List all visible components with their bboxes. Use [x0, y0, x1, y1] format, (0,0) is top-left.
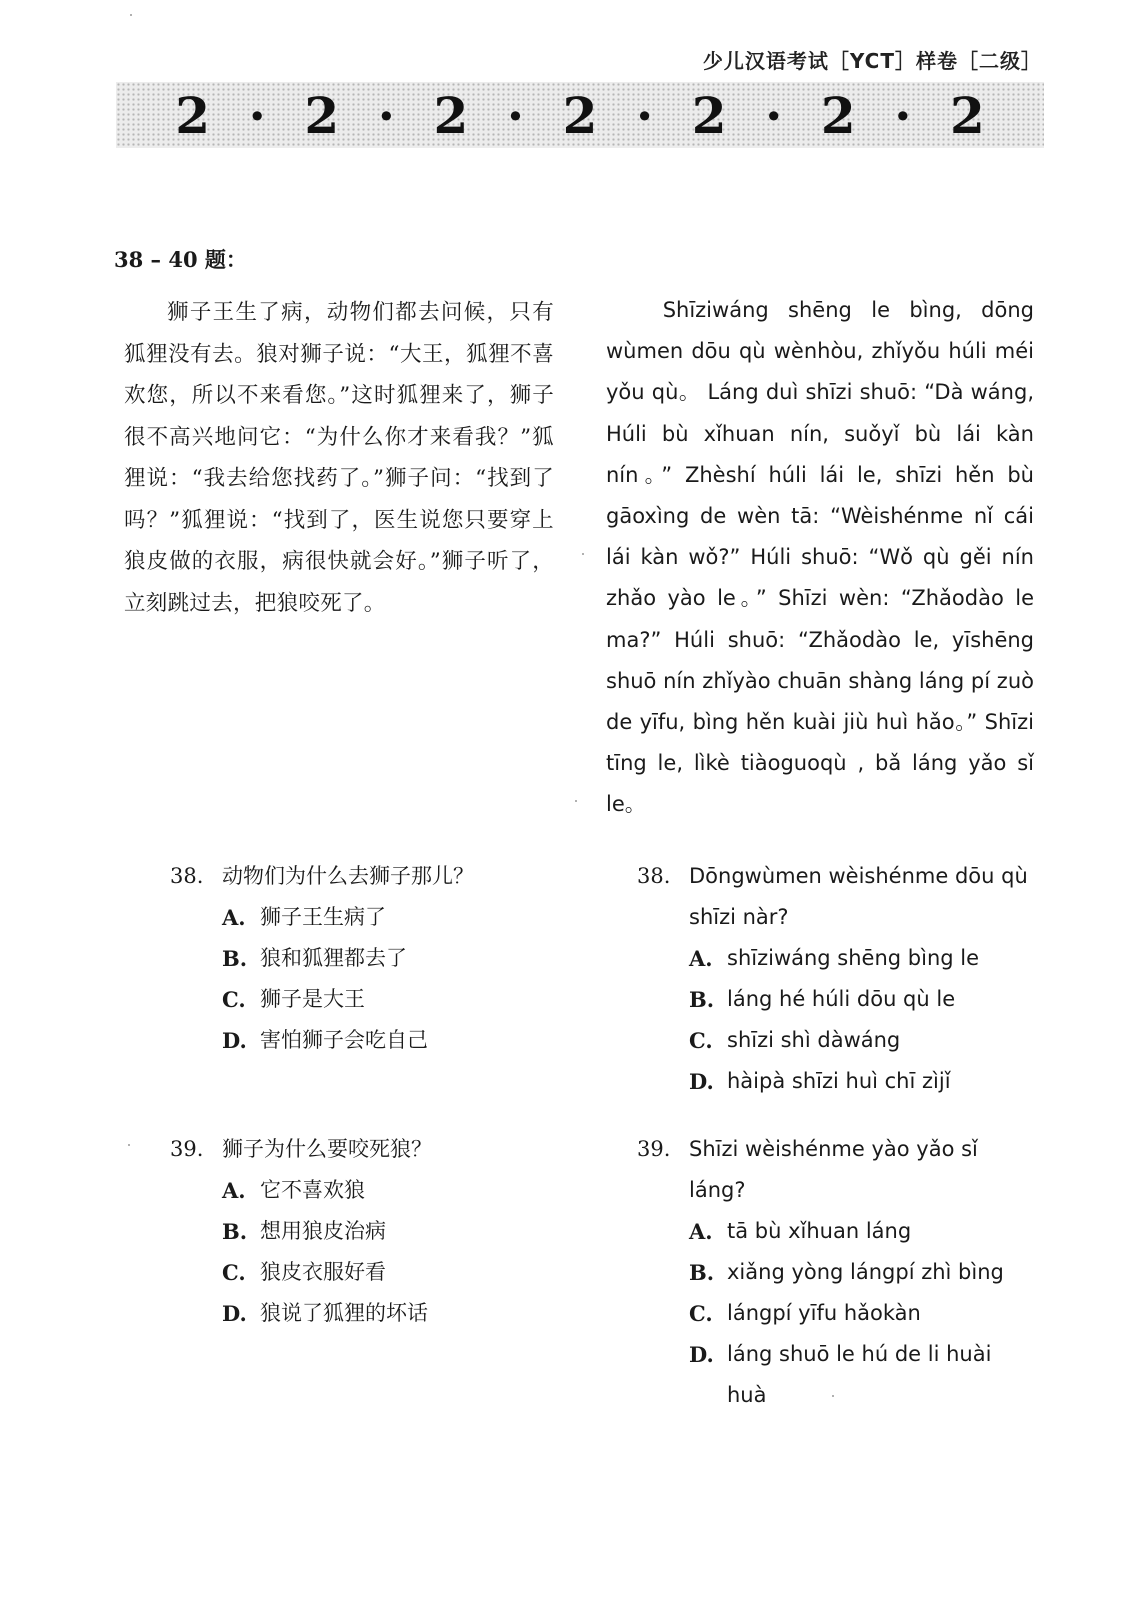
option-text: 它不喜欢狼: [260, 1178, 365, 1202]
option-letter: A.: [222, 905, 246, 930]
option-text: 害怕狮子会吃自己: [260, 1028, 428, 1052]
question-stem: 狮子为什么要咬死狼？: [222, 1137, 432, 1161]
option-letter: C.: [222, 987, 246, 1012]
banner-dot: ·: [764, 85, 783, 145]
option-a[interactable]: [689, 1211, 1037, 1252]
banner-dot: ·: [377, 85, 396, 145]
option-letter: D.: [222, 1301, 247, 1326]
question-number: 38.: [170, 864, 204, 888]
level-digits: [116, 82, 1044, 148]
banner-dot: ·: [894, 85, 912, 145]
scan-speck: [575, 800, 577, 802]
option-text: shīziwáng shēng bìng le: [727, 946, 980, 970]
option-text: 狮子是大王: [260, 987, 365, 1011]
option-letter: C.: [689, 1028, 713, 1053]
banner-digit: 2: [433, 85, 469, 145]
question-stem: Shīzi wèishénme yào yǎo sǐ láng?: [689, 1137, 978, 1202]
banner-digit: 2: [691, 85, 727, 145]
option-a[interactable]: [222, 1170, 550, 1211]
option-d[interactable]: [222, 1293, 550, 1334]
option-letter: B.: [689, 987, 715, 1012]
question-38-pinyin: [637, 856, 1037, 1102]
option-b[interactable]: [689, 979, 1037, 1020]
option-letter: D.: [689, 1069, 714, 1094]
option-letter: A.: [689, 1219, 713, 1244]
option-c[interactable]: [689, 1020, 1037, 1061]
scan-speck: [582, 553, 584, 555]
option-text: láng hé húli dōu qù le: [727, 987, 956, 1011]
option-letter: C.: [689, 1301, 713, 1326]
option-d[interactable]: [689, 1334, 1037, 1416]
question-number: 39.: [637, 1137, 671, 1161]
option-text: xiǎng yòng lángpí zhì bìng: [727, 1260, 1004, 1284]
option-text: láng shuō le hú de li huài huà: [727, 1342, 992, 1407]
option-text: 狼和狐狸都去了: [260, 946, 407, 970]
option-text: 狮子王生病了: [260, 905, 386, 929]
banner-digit: 2: [304, 85, 340, 145]
question-38-chinese: [170, 856, 550, 1061]
passage-chinese: 狮子王生了病，动物们都去问候，只有狐狸没有去。狼对狮子说：“大王，狐狸不喜欢您，所以不来看您。”这时狐狸来了，狮子很不高兴地问它：“为什么你才来看我？”狐狸说：“我去给您找药了。”狮子问：“找到了吗？”狐狸说：“找到了，医生说您只要穿上狼皮做的衣服，病很快就会好。”狮子听了，立刻跳过去，把狼咬死了。: [124, 300, 554, 616]
scan-speck: [130, 14, 132, 16]
option-letter: A.: [689, 946, 713, 971]
option-d[interactable]: [689, 1061, 1037, 1102]
option-d[interactable]: [222, 1020, 550, 1061]
option-text: hàipà shīzi huì chī zìjǐ: [727, 1069, 951, 1093]
option-letter: B.: [222, 1219, 248, 1244]
option-b[interactable]: [222, 1211, 550, 1252]
option-letter: B.: [689, 1260, 715, 1285]
question-number: 38.: [637, 864, 671, 888]
section-label: 38 – 40 题：: [114, 247, 247, 272]
exam-header-title: 少儿汉语考试［YCT］样卷［二级］: [702, 49, 1042, 73]
option-c[interactable]: [222, 979, 550, 1020]
banner-digit: 2: [175, 85, 211, 145]
option-letter: D.: [689, 1342, 714, 1367]
scan-speck: [128, 1144, 130, 1146]
banner-digit: 2: [562, 85, 598, 145]
option-text: lángpí yīfu hǎokàn: [727, 1301, 921, 1325]
banner-digit: 2: [949, 85, 985, 145]
option-letter: D.: [222, 1028, 247, 1053]
banner-digit: 2: [820, 85, 856, 145]
banner-dot: ·: [506, 85, 525, 145]
option-a[interactable]: [222, 897, 550, 938]
level-banner: [116, 82, 1044, 148]
option-b[interactable]: [222, 938, 550, 979]
question-39-chinese: [170, 1129, 550, 1334]
option-c[interactable]: [222, 1252, 550, 1293]
question-stem: Dōngwùmen wèishénme dōu qù shīzi nàr?: [689, 864, 1028, 929]
option-letter: A.: [222, 1178, 246, 1203]
passage-pinyin: Shīziwáng shēng le bìng, dōng wùmen dōu qù wènhòu, zhǐyǒu húli méi yǒu qù。 Láng duì shīzi shuō: “Dà wáng, Húli bù xǐhuan nín, suǒyǐ bù lái kàn nín。” Zhèshí húli lái le, shīzi hěn bù gāoxìng de wèn tā: “Wèishénme nǐ cái lái kàn wǒ?” Húli shuō: “Wǒ qù gěi nín zhǎo yào le。” Shīzi wèn: “Zhǎodào le ma?” Húli shuō: “Zhǎodào le, yīshēng shuō nín zhǐyào chuān shàng láng pí zuò de yīfu, bìng hěn kuài jiù huì hǎo。” Shīzi tīng le, lìkè tiàoguoqù , bǎ láng yǎo sǐ le。: [606, 298, 1034, 817]
banner-dot: ·: [635, 85, 654, 145]
question-stem: 动物们为什么去狮子那儿？: [222, 864, 474, 888]
option-a[interactable]: [689, 938, 1037, 979]
banner-dot: ·: [248, 85, 266, 145]
question-39-pinyin: [637, 1129, 1037, 1416]
option-text: 狼说了狐狸的坏话: [260, 1301, 428, 1325]
question-number: 39.: [170, 1137, 204, 1161]
option-text: shīzi shì dàwáng: [727, 1028, 901, 1052]
option-text: 狼皮衣服好看: [260, 1260, 386, 1284]
option-text: tā bù xǐhuan láng: [727, 1219, 912, 1243]
option-b[interactable]: [689, 1252, 1037, 1293]
option-letter: B.: [222, 946, 248, 971]
option-text: 想用狼皮治病: [260, 1219, 386, 1243]
option-letter: C.: [222, 1260, 246, 1285]
scan-speck: [832, 1395, 834, 1397]
option-c[interactable]: [689, 1293, 1037, 1334]
